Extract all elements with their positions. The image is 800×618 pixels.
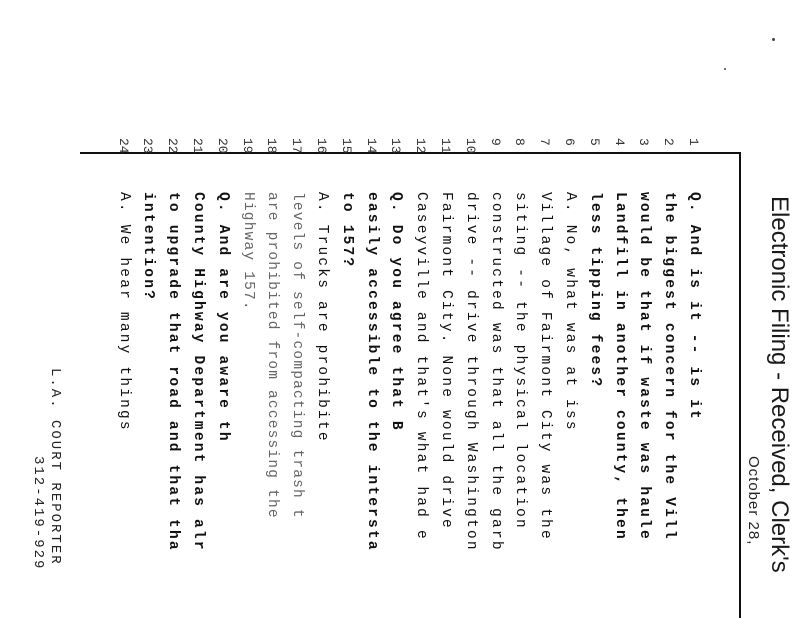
line-number: 12 xyxy=(413,138,428,154)
transcript-line: are prohibited from accessing the xyxy=(264,192,280,519)
transcript-line: A. No, what was at iss xyxy=(562,192,578,432)
transcript-line: the biggest concern for the Vill xyxy=(661,192,677,541)
line-number: 6 xyxy=(562,138,577,146)
line-number: 13 xyxy=(388,138,403,154)
transcript-line: Caseyville and that's what had e xyxy=(413,192,429,541)
line-number: 1 xyxy=(686,138,701,146)
line-number: 22 xyxy=(165,138,180,154)
line-number: 18 xyxy=(264,138,279,154)
scan-speck xyxy=(772,38,775,41)
line-number: 17 xyxy=(289,138,304,154)
line-number: 11 xyxy=(438,138,453,154)
line-number: 5 xyxy=(587,138,602,146)
line-number: 8 xyxy=(512,138,527,146)
transcript-line: to upgrade that road and that tha xyxy=(165,192,181,552)
line-number: 9 xyxy=(488,138,503,146)
line-number: 23 xyxy=(140,138,155,154)
transcript-line: Q. And is it -- is it xyxy=(686,192,702,421)
transcript-line: A. Trucks are prohibite xyxy=(314,192,330,443)
transcript-line: constructed was that all the garb xyxy=(488,192,504,552)
transcript-line: County Highway Department has alr xyxy=(190,192,206,552)
transcript-line: Fairmont City. None would drive xyxy=(438,192,454,530)
transcript-line: levels of self-compacting trash t xyxy=(289,192,305,519)
line-number: 3 xyxy=(636,138,651,146)
transcript-line: less tipping fees? xyxy=(587,192,603,389)
transcript-line: to 157? xyxy=(339,192,355,269)
transcript-line: A. We hear many things xyxy=(116,192,132,432)
reporter-name: L.A. COURT REPORTER xyxy=(47,368,63,566)
transcript-line: Q. And are you aware th xyxy=(215,192,231,443)
transcript-line: intention? xyxy=(140,192,156,302)
filing-stamp-date: October 28, xyxy=(745,456,762,546)
transcript-line: Highway 157. xyxy=(240,192,256,311)
line-number: 20 xyxy=(215,138,230,154)
transcript-line: would be that if waste was haule xyxy=(636,192,652,541)
line-number: 21 xyxy=(190,138,205,154)
margin-rule-right xyxy=(739,152,741,618)
line-number: 24 xyxy=(116,138,131,154)
filing-stamp-title: Electronic Filing - Received, Clerk's xyxy=(766,196,793,573)
transcript-line: Landfill in another county, then xyxy=(612,192,628,541)
transcript-line: Village of Fairmont City was the xyxy=(537,192,553,541)
line-number: 16 xyxy=(314,138,329,154)
transcript-line: drive -- drive through Washington xyxy=(463,192,479,552)
transcript-line: Q. Do you agree that B xyxy=(388,192,404,432)
transcript-line: siting -- the physical location xyxy=(512,192,528,530)
reporter-phone: 312-419-929 xyxy=(30,456,46,571)
line-number: 7 xyxy=(537,138,552,146)
line-number: 10 xyxy=(463,138,478,154)
line-number: 15 xyxy=(339,138,354,154)
line-number: 4 xyxy=(612,138,627,146)
line-number: 2 xyxy=(661,138,676,146)
line-number: 19 xyxy=(240,138,255,154)
line-number: 14 xyxy=(364,138,379,154)
transcript-line: easily accessible to the intersta xyxy=(364,192,380,552)
scan-speck xyxy=(724,68,726,70)
